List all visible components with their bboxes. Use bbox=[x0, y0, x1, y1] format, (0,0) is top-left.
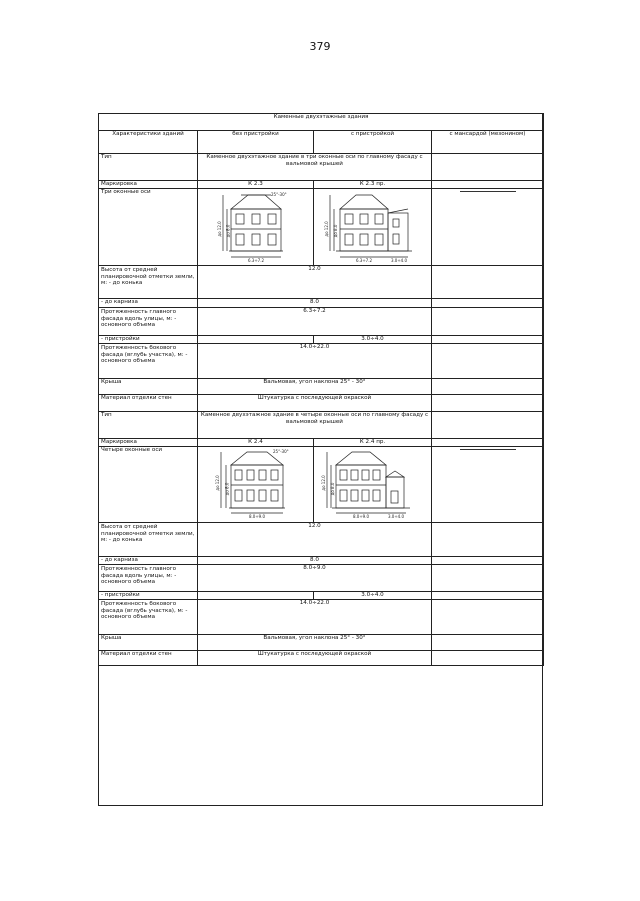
row-label-type: Тип bbox=[99, 412, 198, 439]
row-label-front: Протяженность главного фасада вдоль улицы, м: - основного объема bbox=[99, 565, 198, 592]
row-label-finish: Материал отделки стен bbox=[99, 651, 198, 666]
row-label-roof: Крыша bbox=[99, 635, 198, 651]
svg-text:до 8.0: до 8.0 bbox=[329, 482, 335, 496]
dash-mark bbox=[460, 191, 516, 192]
empty-cell bbox=[432, 651, 544, 666]
empty-cell bbox=[432, 299, 544, 308]
row-label-annex: - пристройки bbox=[99, 336, 198, 344]
elevation-k23-cell bbox=[198, 189, 314, 266]
empty-cell bbox=[432, 266, 544, 299]
roof-value: Вальмовая, угол наклона 25° - 30° bbox=[198, 635, 432, 651]
svg-text:6.3÷7.2: 6.3÷7.2 bbox=[355, 258, 372, 263]
svg-text:до 12.0: до 12.0 bbox=[216, 221, 222, 237]
finish-value: Штукатурка с последующей окраской bbox=[198, 651, 432, 666]
header-with-annex: с пристройкой bbox=[314, 131, 432, 154]
svg-text:3.0÷4.0: 3.0÷4.0 bbox=[387, 514, 404, 519]
empty-cell bbox=[432, 565, 544, 592]
row-label-axes: Три оконные оси bbox=[99, 189, 198, 266]
finish-value: Штукатурка с последующей окраской bbox=[198, 395, 432, 412]
row-label-marking: Маркировка bbox=[99, 439, 198, 447]
empty-cell bbox=[432, 395, 544, 412]
row-label-height: Высота от средней планировочной отметки земли, м: - до конька bbox=[99, 266, 198, 299]
mansard-placeholder bbox=[432, 189, 544, 266]
empty-cell bbox=[432, 181, 544, 189]
marking-without-annex: К 2.4 bbox=[198, 439, 314, 447]
empty-cell bbox=[432, 635, 544, 651]
mansard-placeholder bbox=[432, 447, 544, 523]
empty-cell bbox=[432, 308, 544, 336]
header-characteristics: Характеристики зданий bbox=[99, 131, 198, 154]
empty-cell bbox=[432, 439, 544, 447]
elevation-k24pr-cell bbox=[314, 447, 432, 523]
row-label-annex: - пристройки bbox=[99, 592, 198, 600]
svg-text:до 12.0: до 12.0 bbox=[214, 475, 220, 491]
empty-cell bbox=[432, 592, 544, 600]
row-label-roof: Крыша bbox=[99, 379, 198, 395]
svg-text:8.0÷9.0: 8.0÷9.0 bbox=[352, 514, 369, 519]
svg-text:до 8.0: до 8.0 bbox=[225, 224, 230, 238]
empty-cell bbox=[432, 336, 544, 344]
type-value: Каменное двухэтажное здание в три оконные оси по главному фасаду с вальмовой крышей bbox=[198, 154, 432, 181]
marking-with-annex: К 2.3 пр. bbox=[314, 181, 432, 189]
svg-text:до 8.0: до 8.0 bbox=[224, 482, 229, 496]
buildings-spec-table bbox=[98, 113, 544, 666]
front-value: 6.3÷7.2 bbox=[198, 308, 432, 336]
empty-cell bbox=[198, 336, 314, 344]
side-value: 14.0÷22.0 bbox=[198, 344, 432, 379]
empty-cell bbox=[432, 557, 544, 565]
elevation-k23pr-cell bbox=[314, 189, 432, 266]
row-label-marking: Маркировка bbox=[99, 181, 198, 189]
svg-text:25°-30°: 25°-30° bbox=[270, 192, 287, 197]
empty-cell bbox=[432, 523, 544, 557]
type-value: Каменное двухэтажное здание в четыре оконные оси по главному фасаду с вальмовой крышей bbox=[198, 412, 432, 439]
eave-value: 8.0 bbox=[198, 299, 432, 308]
svg-text:25°-30°: 25°-30° bbox=[272, 449, 289, 454]
row-label-axes: Четыре оконные оси bbox=[99, 447, 198, 523]
side-value: 14.0÷22.0 bbox=[198, 600, 432, 635]
empty-cell bbox=[432, 379, 544, 395]
marking-without-annex: К 2.3 bbox=[198, 181, 314, 189]
empty-cell bbox=[432, 154, 544, 181]
row-label-side: Протяженность бокового фасада (вглубь участка), м: - основного объема bbox=[99, 600, 198, 635]
row-label-eave: - до карниза bbox=[99, 299, 198, 308]
building-elevation-k23 bbox=[201, 189, 311, 263]
row-label-front: Протяженность главного фасада вдоль улицы, м: - основного объема bbox=[99, 308, 198, 336]
building-elevation-k24 bbox=[201, 447, 311, 519]
eave-value: 8.0 bbox=[198, 557, 432, 565]
svg-text:до 8.0: до 8.0 bbox=[332, 224, 338, 238]
height-value: 12.0 bbox=[198, 523, 432, 557]
table-title: Каменные двухэтажные здания bbox=[99, 114, 544, 131]
row-label-eave: - до карниза bbox=[99, 557, 198, 565]
dash-mark bbox=[460, 449, 516, 450]
empty-cell bbox=[432, 412, 544, 439]
roof-value: Вальмовая, угол наклона 25° - 30° bbox=[198, 379, 432, 395]
row-label-type: Тип bbox=[99, 154, 198, 181]
header-without-annex: без пристройки bbox=[198, 131, 314, 154]
svg-text:6.3÷7.2: 6.3÷7.2 bbox=[247, 258, 264, 263]
marking-with-annex: К 2.4 пр. bbox=[314, 439, 432, 447]
annex-value: 3.0÷4.0 bbox=[314, 336, 432, 344]
empty-cell bbox=[432, 600, 544, 635]
height-value: 12.0 bbox=[198, 266, 432, 299]
svg-text:3.0÷4.0: 3.0÷4.0 bbox=[390, 258, 407, 263]
building-elevation-k23pr bbox=[318, 189, 428, 263]
row-label-side: Протяженность бокового фасада (вглубь участка), м: - основного объема bbox=[99, 344, 198, 379]
row-label-height: Высота от средней планировочной отметки земли, м: - до конька bbox=[99, 523, 198, 557]
page-number: 379 bbox=[309, 40, 331, 53]
svg-text:8.0÷9.0: 8.0÷9.0 bbox=[248, 514, 265, 519]
elevation-k24-cell bbox=[198, 447, 314, 523]
building-elevation-k24pr bbox=[318, 447, 428, 519]
row-label-finish: Материал отделки стен bbox=[99, 395, 198, 412]
empty-cell bbox=[198, 592, 314, 600]
svg-text:до 12.0: до 12.0 bbox=[320, 475, 326, 491]
empty-cell bbox=[432, 344, 544, 379]
front-value: 8.0÷9.0 bbox=[198, 565, 432, 592]
header-with-mansard: с мансардой (мезонином) bbox=[432, 131, 544, 154]
annex-value: 3.0÷4.0 bbox=[314, 592, 432, 600]
svg-text:до 12.0: до 12.0 bbox=[323, 221, 329, 237]
